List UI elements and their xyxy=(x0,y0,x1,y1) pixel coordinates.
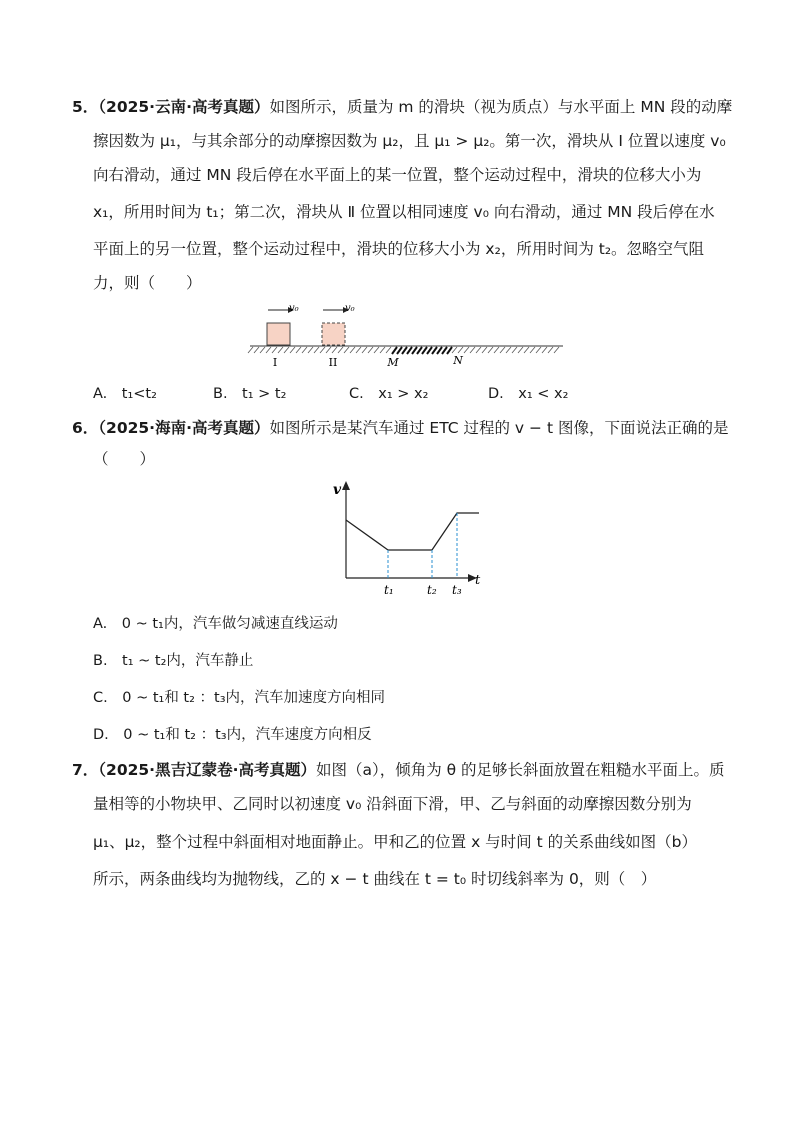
q5-text-1: 如图所示，质量为 m 的滑块（视为质点）与水平面上 MN 段的动摩 xyxy=(269,98,733,116)
q5-source: （2025·云南·高考真题） xyxy=(98,98,270,116)
ground-hatch xyxy=(290,347,295,353)
q5-fig-pos1: I xyxy=(272,356,278,369)
q7-line-1 xyxy=(72,760,725,780)
q6-option-b[interactable]: B. t₁ ~ t₂内，汽车静止 xyxy=(93,653,254,669)
ground-hatch xyxy=(452,347,457,353)
q5-number: 5． xyxy=(72,98,99,116)
q5-fig-m: M xyxy=(387,356,399,369)
ground-hatch xyxy=(464,347,469,353)
q6-text-1: 如图所示是某汽车通过 ETC 过程的 v − t 图像，下面说法正确的是 xyxy=(269,419,729,437)
q6-axis-t: t xyxy=(475,573,481,588)
ground-hatch xyxy=(278,347,283,353)
q5-fig-v0-2: v₀ xyxy=(345,303,355,314)
q6-tick-t3: t₃ xyxy=(452,583,462,597)
ground-hatch xyxy=(344,347,349,353)
ground-hatch xyxy=(332,347,337,353)
ground-hatch xyxy=(518,347,523,353)
q6-vt-graph xyxy=(325,478,485,600)
q5-fig-pos2: II xyxy=(328,356,338,369)
ground-hatch xyxy=(326,347,331,353)
ground-hatch xyxy=(380,347,385,353)
rough-section-hatch xyxy=(432,347,437,354)
rough-section-hatch xyxy=(447,347,452,354)
q7-line-3: μ₁、μ₂，整个过程中斜面相对地面静止。甲和乙的位置 x 与时间 t 的关系曲线如图（b） xyxy=(93,833,697,851)
q6-axis-v: v xyxy=(333,482,342,498)
ground-hatch xyxy=(320,347,325,353)
q5-line-1 xyxy=(72,97,732,117)
ground-hatch xyxy=(338,347,343,353)
q5-option-c[interactable]: C. x₁ > x₂ xyxy=(349,386,429,402)
q5-line-3: 向右滑动，通过 MN 段后停在水平面上的某一位置，整个运动过程中，滑块的位移大小为 xyxy=(93,166,702,184)
rough-section-hatch xyxy=(427,347,432,354)
ground-hatch xyxy=(296,347,301,353)
ground-hatch xyxy=(458,347,463,353)
ground-hatch xyxy=(482,347,487,353)
q5-option-a[interactable]: A. t₁<t₂ xyxy=(93,386,157,402)
rough-section-hatch xyxy=(422,347,427,354)
q6-source: （2025·海南·高考真题） xyxy=(98,419,270,437)
q6-number: 6． xyxy=(72,419,99,437)
q5-option-b[interactable]: B. t₁ > t₂ xyxy=(213,386,287,402)
block-position-2 xyxy=(322,323,345,345)
ground-hatch xyxy=(314,347,319,353)
q5-line-2: 擦因数为 μ₁，与其余部分的动摩擦因数为 μ₂，且 μ₁ > μ₂。第一次，滑块从 I 位置以速度 v₀ xyxy=(93,132,726,150)
ground-hatch xyxy=(356,347,361,353)
ground-hatch xyxy=(494,347,499,353)
q7-number: 7． xyxy=(72,761,99,779)
ground-hatch xyxy=(524,347,529,353)
q5-line-4: x₁，所用时间为 t₁；第二次，滑块从 Ⅱ 位置以相同速度 v₀ 向右滑动，通过 MN 段后停在水 xyxy=(93,203,715,221)
q7-source: （2025·黑吉辽蒙卷·高考真题） xyxy=(98,761,316,779)
ground-hatch xyxy=(542,347,547,353)
q6-option-d[interactable]: D. 0 ~ t₁和 t₂ ：t₃内，汽车速度方向相反 xyxy=(93,727,372,743)
q5-option-d[interactable]: D. x₁ < x₂ xyxy=(488,386,569,402)
q7-line-4: 所示，两条曲线均为抛物线，乙的 x − t 曲线在 t = t₀ 时切线斜率为 0，则（ ） xyxy=(93,870,657,888)
q6-line-2: （ ） xyxy=(93,450,156,468)
rough-section-hatch xyxy=(402,347,407,354)
ground-hatch xyxy=(386,347,391,353)
rough-section-hatch xyxy=(412,347,417,354)
rough-section-hatch xyxy=(397,347,402,354)
ground-hatch xyxy=(548,347,553,353)
ground-hatch xyxy=(260,347,265,353)
q5-fig-n: N xyxy=(453,354,463,367)
q5-line-6: 力，则（ ） xyxy=(93,274,202,292)
block-position-1 xyxy=(267,323,290,345)
ground-hatch xyxy=(488,347,493,353)
q5-fig-v0-1: v₀ xyxy=(289,303,299,314)
q6-vt-curve xyxy=(346,513,479,550)
ground-hatch xyxy=(266,347,271,353)
ground-hatch xyxy=(350,347,355,353)
ground-hatch xyxy=(272,347,277,353)
q7-line-2: 量相等的小物块甲、乙同时以初速度 v₀ 沿斜面下滑，甲、乙与斜面的动摩擦因数分别为 xyxy=(93,795,692,813)
q6-option-a[interactable]: A. 0 ~ t₁内，汽车做匀减速直线运动 xyxy=(93,616,338,632)
q6-tick-t1: t₁ xyxy=(384,583,394,597)
ground-hatch xyxy=(554,347,559,353)
q5-line-5: 平面上的另一位置，整个运动过程中，滑块的位移大小为 x₂，所用时间为 t₂。忽略空气阻 xyxy=(93,240,705,258)
ground-hatch xyxy=(362,347,367,353)
ground-hatch xyxy=(254,347,259,353)
ground-hatch xyxy=(512,347,517,353)
rough-section-hatch xyxy=(392,347,397,354)
ground-hatch xyxy=(506,347,511,353)
ground-hatch xyxy=(302,347,307,353)
rough-section-hatch xyxy=(417,347,422,354)
ground-hatch xyxy=(368,347,373,353)
q6-option-c[interactable]: C. 0 ~ t₁和 t₂ ：t₃内，汽车加速度方向相同 xyxy=(93,690,386,706)
ground-hatch xyxy=(248,347,253,353)
q7-text-1: 如图（a），倾角为 θ 的足够长斜面放置在粗糙水平面上。质 xyxy=(315,761,725,779)
ground-hatch xyxy=(308,347,313,353)
ground-hatch xyxy=(536,347,541,353)
ground-hatch xyxy=(284,347,289,353)
q6-line-1 xyxy=(72,418,728,438)
ground-hatch xyxy=(470,347,475,353)
q6-tick-t2: t₂ xyxy=(427,583,437,597)
ground-hatch xyxy=(374,347,379,353)
ground-hatch xyxy=(476,347,481,353)
ground-hatch xyxy=(530,347,535,353)
q5-sliding-block-figure xyxy=(245,300,575,372)
ground-hatch xyxy=(500,347,505,353)
rough-section-hatch xyxy=(407,347,412,354)
rough-section-hatch xyxy=(442,347,447,354)
rough-section-hatch xyxy=(437,347,442,354)
